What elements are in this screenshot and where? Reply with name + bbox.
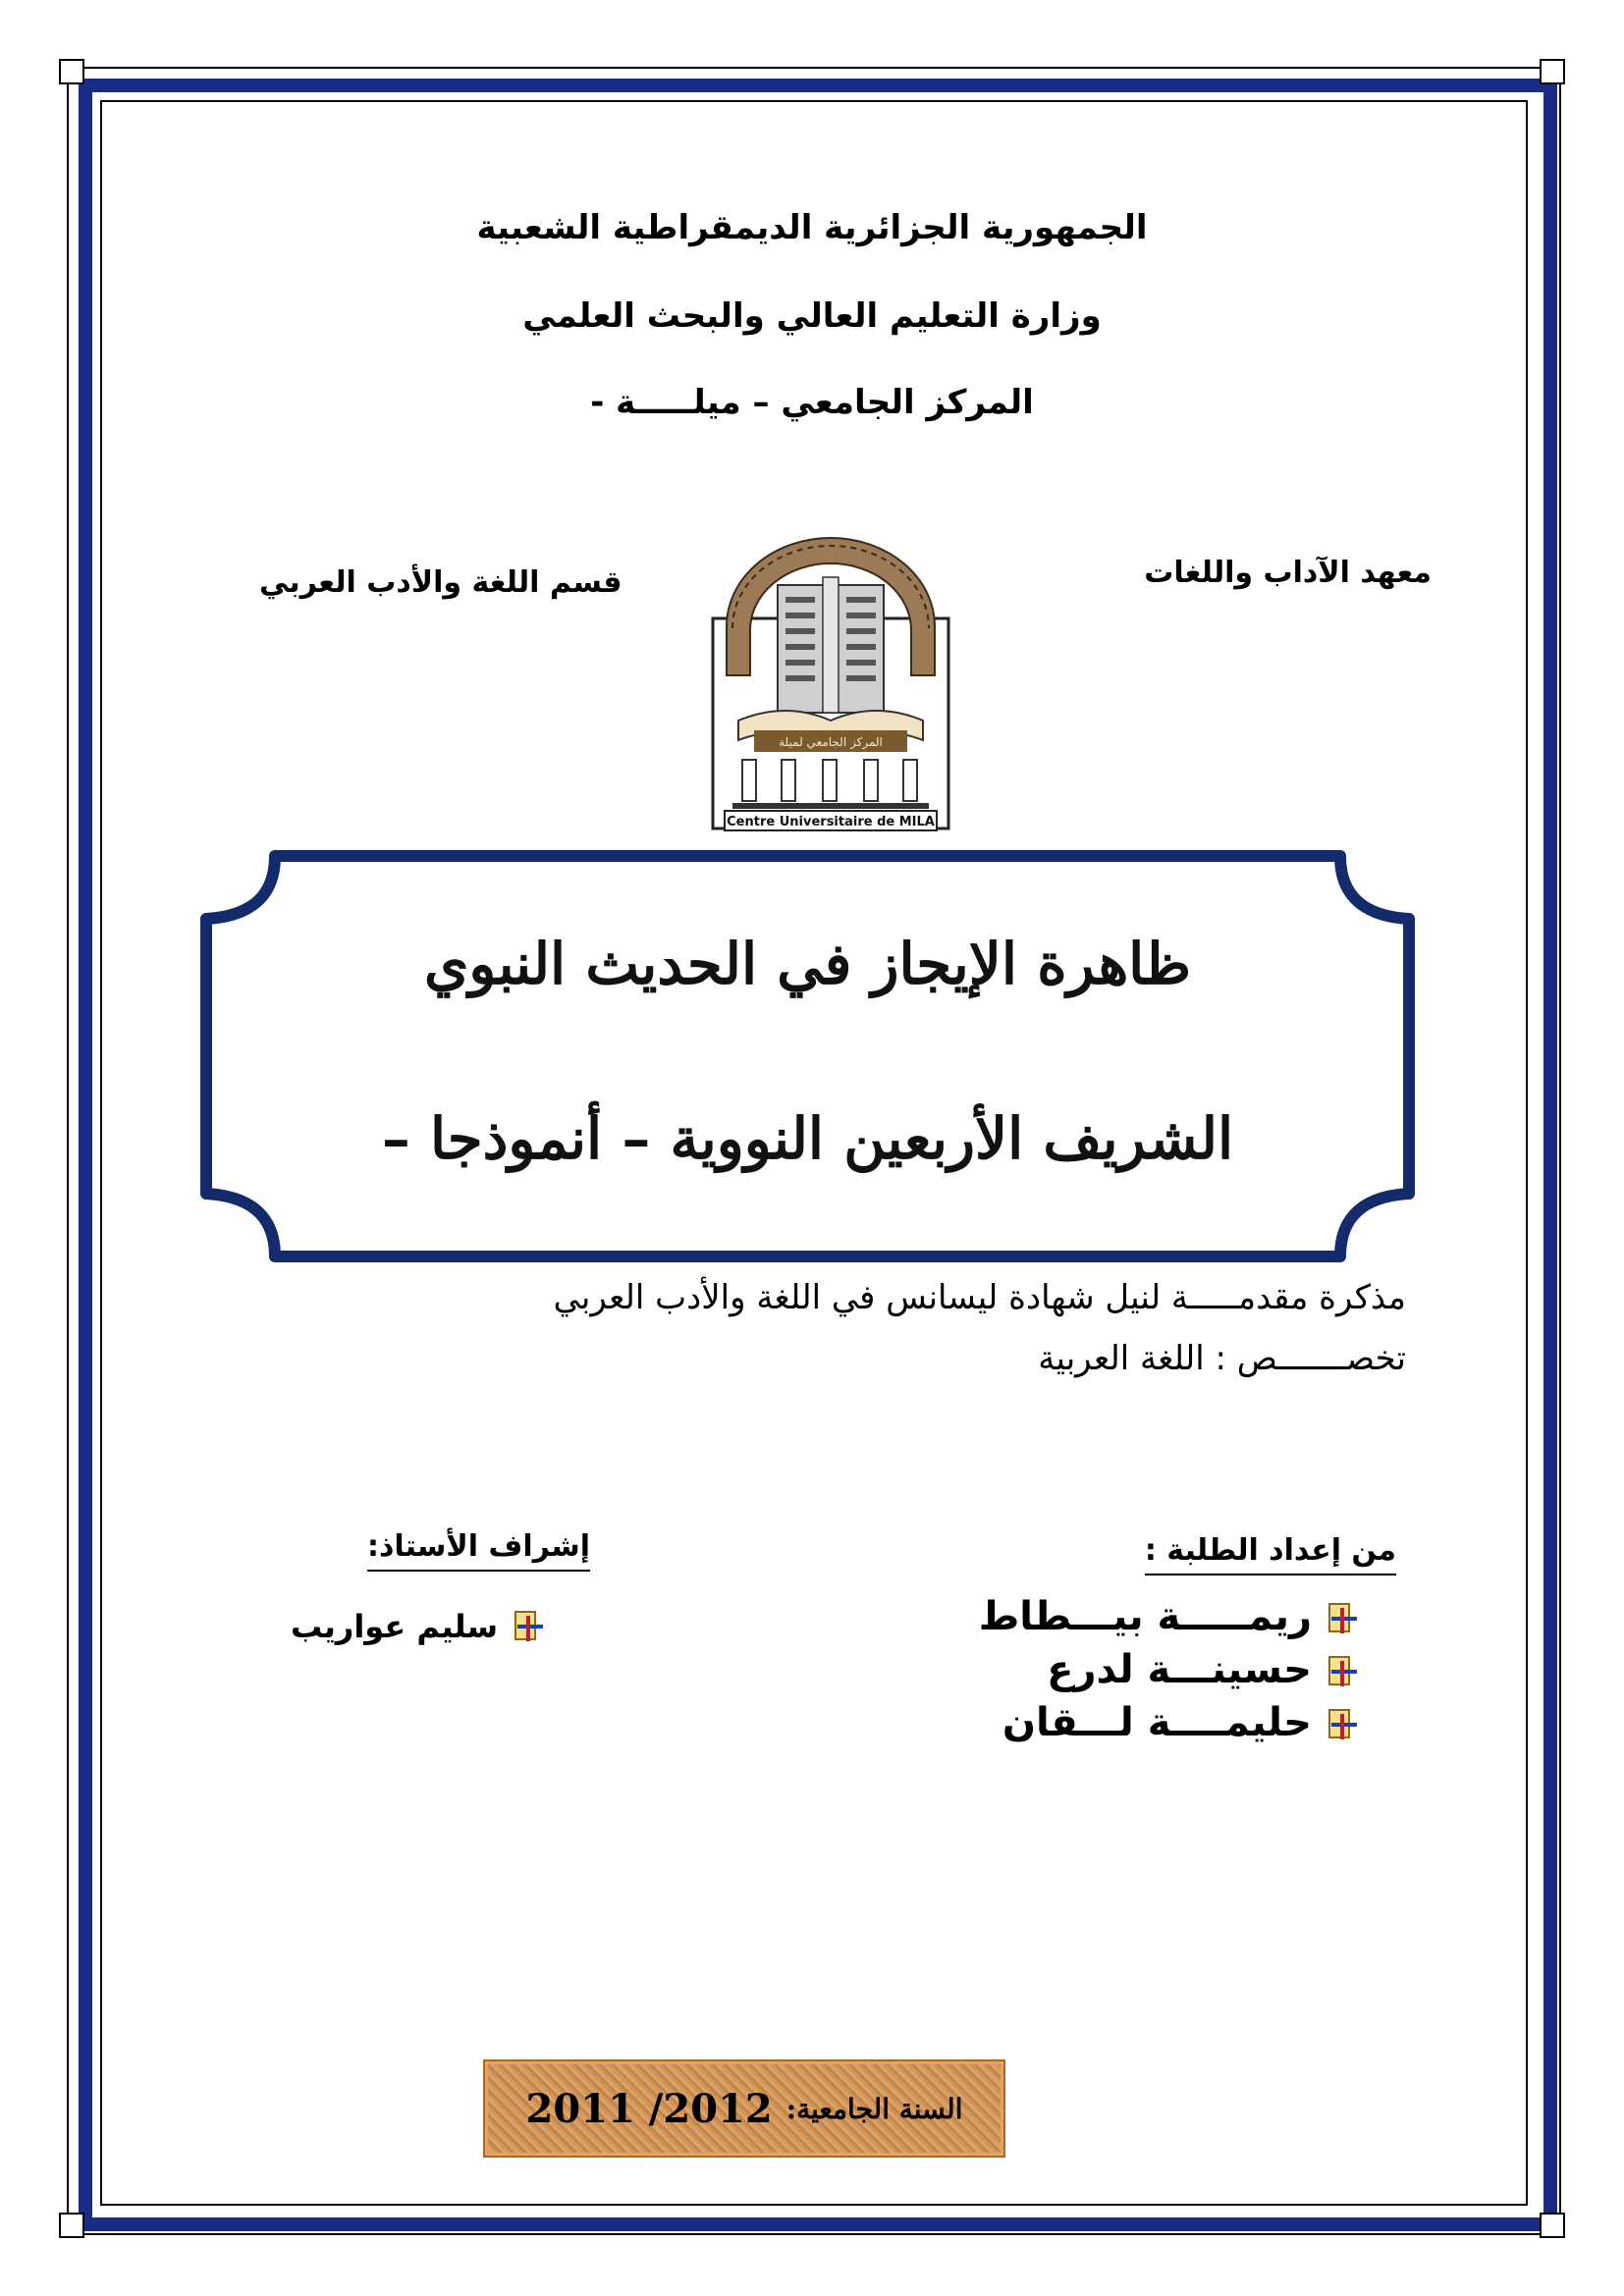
academic-year-label: السنة الجامعية: bbox=[785, 2092, 963, 2125]
list-item bbox=[979, 1594, 1359, 1639]
title-frame bbox=[196, 846, 1419, 1266]
list-item bbox=[291, 1608, 545, 1645]
bullet-icon bbox=[1326, 1653, 1359, 1686]
logo-caption: Centre Universitaire de MILA bbox=[727, 815, 935, 829]
students-label: من إعداد الطلبة : bbox=[1145, 1533, 1396, 1575]
corner-ornament bbox=[59, 59, 84, 84]
republic-heading: الجمهورية الجزائرية الديمقراطية الشعبية bbox=[476, 208, 1148, 247]
supervisor-name: سليم عواريب bbox=[291, 1608, 499, 1645]
supervisor-row bbox=[291, 1608, 545, 1645]
university-logo bbox=[709, 528, 952, 832]
institute-label: معهد الآداب واللغات bbox=[1144, 556, 1432, 590]
list-item bbox=[979, 1647, 1359, 1692]
student-name: حسينـــة لدرع bbox=[1047, 1647, 1312, 1692]
student-name: ريمـــــة بيـــطاط bbox=[978, 1594, 1312, 1639]
bullet-icon bbox=[1326, 1600, 1359, 1633]
logo-banner-text: المركز الجامعي لميلة bbox=[779, 735, 883, 749]
memo-description: مذكرة مقدمـــــة لنيل شهادة ليسانس في اللغة والأدب العربي bbox=[553, 1278, 1406, 1317]
academic-year-value: 2011 /2012 bbox=[525, 2085, 773, 2132]
department-label: قسم اللغة والأدب العربي bbox=[259, 565, 623, 600]
thesis-title-line-2: الشريف الأربعين النووية – أنموذجا – bbox=[381, 1105, 1234, 1172]
university-center-heading: المركز الجامعي – ميلـــــة - bbox=[590, 383, 1034, 422]
specialization-line: تخصـــــــص : اللغة العربية bbox=[1038, 1339, 1406, 1378]
bullet-icon bbox=[1326, 1706, 1359, 1739]
list-item bbox=[979, 1700, 1359, 1745]
supervisor-label: إشراف الأستاذ: bbox=[367, 1529, 590, 1572]
corner-ornament bbox=[1540, 59, 1565, 84]
corner-ornament bbox=[1540, 2213, 1565, 2238]
students-section bbox=[1145, 1533, 1396, 1568]
student-list bbox=[979, 1594, 1359, 1745]
bullet-icon bbox=[512, 1610, 545, 1643]
student-name: حليمــــة لـــقان bbox=[1001, 1700, 1312, 1745]
thesis-title-line-1: ظاهرة الإيجاز في الحديث النبوي bbox=[423, 931, 1192, 997]
corner-ornament bbox=[59, 2213, 84, 2238]
academic-year-box bbox=[483, 2059, 1005, 2158]
ministry-heading: وزارة التعليم العالي والبحث العلمي bbox=[522, 296, 1102, 336]
supervisor-section bbox=[367, 1529, 590, 1564]
